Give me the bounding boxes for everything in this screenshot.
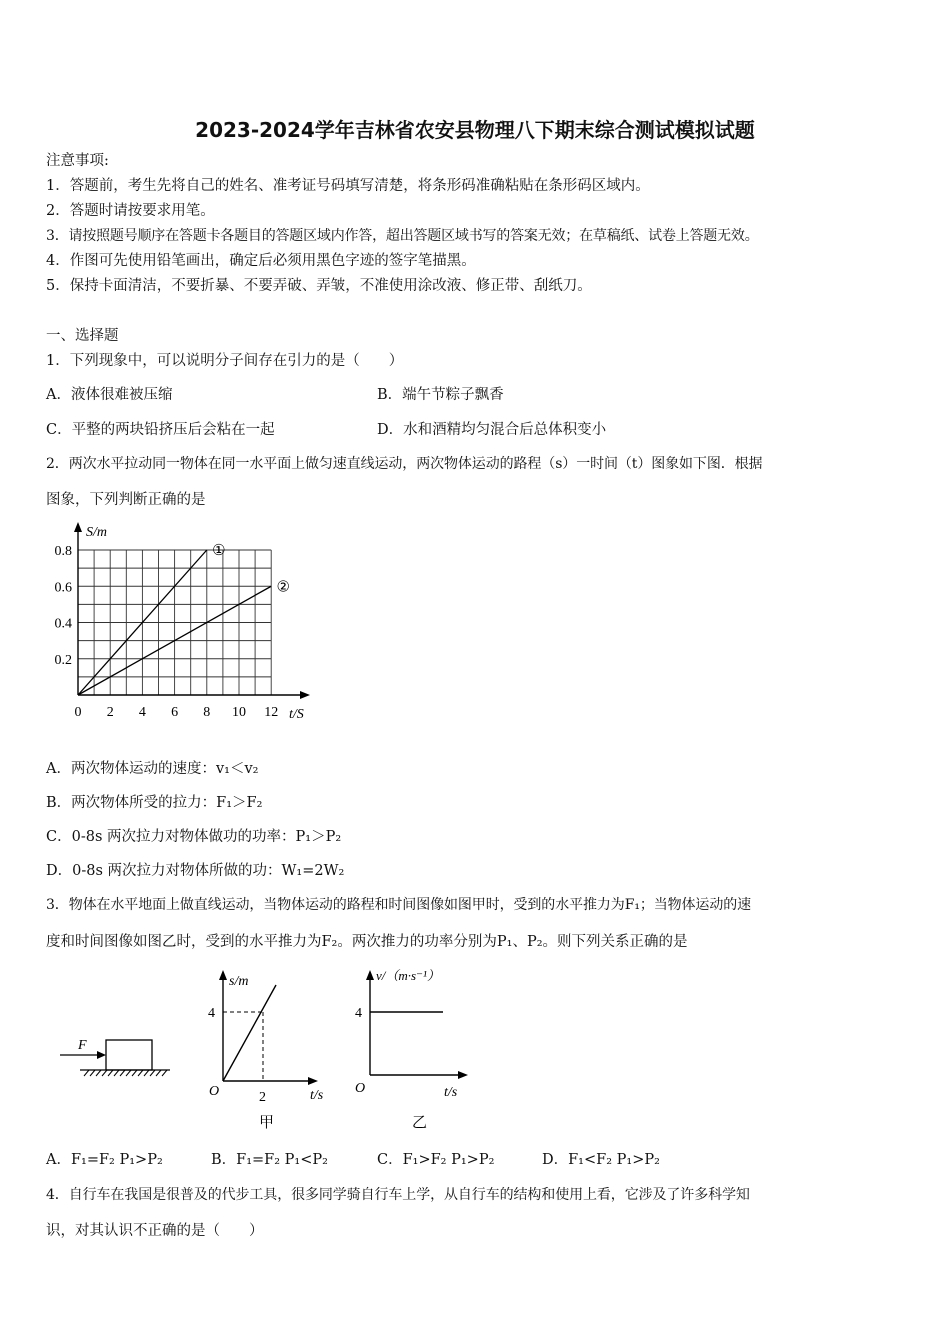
q4-stem-line1: 4．自行车在我国是很普及的代步工具，很多同学骑自行车上学，从自行车的结构和使用上看，它涉及了许多科学知 (46, 1187, 750, 1203)
section-heading: 一、选择题 (46, 328, 119, 344)
jia-x-tick: 2 (259, 1090, 266, 1105)
x-tick-label: 4 (138, 705, 146, 720)
q1-option-d: D．水和酒精均匀混合后总体积变小 (377, 422, 607, 438)
x-tick-label: 2 (106, 705, 114, 720)
q1-option-a: A．液体很难被压缩 (46, 387, 173, 403)
y-tick-label: 0.6 (54, 580, 72, 596)
yi-origin: O (355, 1081, 366, 1096)
q3-option-c: C．F₁>F₂ P₁>P₂ (377, 1152, 495, 1168)
x-tick-label: 8 (203, 705, 211, 720)
force-label: F (78, 1038, 87, 1053)
q3-option-d: D．F₁<F₂ P₁>P₂ (542, 1152, 660, 1168)
page-title: 2023-2024学年吉林省农安县物理八下期末综合测试模拟试题 (195, 118, 755, 142)
x-tick-label: 0 (74, 705, 82, 720)
yi-x-arrow (458, 1071, 468, 1079)
x-tick-label: 6 (171, 705, 179, 720)
yi-caption: 乙 (412, 1115, 428, 1131)
q3-option-b: B．F₁=F₂ P₁<P₂ (211, 1152, 328, 1168)
x-axis-label: t/S (289, 707, 304, 722)
chart-grid (78, 550, 271, 695)
jia-x-arrow (308, 1077, 318, 1085)
notice-item: 2．答题时请按要求用笔。 (46, 203, 215, 219)
y-axis-arrow (74, 522, 82, 532)
jia-caption: 甲 (259, 1115, 275, 1131)
q2-st-chart (40, 518, 330, 728)
series-label-2: ② (276, 579, 290, 596)
jia-origin: O (209, 1084, 220, 1099)
notice-item: 5．保持卡面清洁，不要折暴、不要弄破、弄皱，不准使用涂改液、修正带、刮纸刀。 (46, 278, 592, 294)
q2-stem-line2: 图象，下列判断正确的是 (46, 492, 206, 508)
x-tick-label: 10 (232, 705, 246, 720)
q1-option-c: C．平整的两块铅挤压后会粘在一起 (46, 422, 275, 438)
yi-vt-graph (350, 965, 490, 1135)
ground-hatch (84, 1070, 167, 1076)
force-block-figure (58, 1032, 178, 1082)
q3-stem-line2: 度和时间图像如图乙时，受到的水平推力为F₂。两次推力的功率分别为P₁、P₂。则下列关系正确的是 (46, 934, 688, 950)
q1-option-b: B．端午节粽子飘香 (377, 387, 504, 403)
jia-y-tick: 4 (208, 1006, 215, 1021)
notice-item: 4．作图可先使用铅笔画出，确定后必须用黑色字迹的签字笔描黑。 (46, 253, 476, 269)
y-tick-label: 0.4 (54, 616, 72, 632)
q2-option-b: B．两次物体所受的拉力：F₁＞F₂ (46, 795, 263, 811)
jia-line (223, 985, 276, 1081)
yi-y-label: v/（m·s⁻¹） (376, 968, 440, 983)
series-label-1: ① (212, 543, 226, 559)
notice-heading: 注意事项: (46, 153, 109, 169)
notice-item: 3．请按照题号顺序在答题卡各题目的答题区域内作答，超出答题区域书写的答案无效；在草稿纸、试卷上答题无效。 (46, 228, 759, 244)
q2-option-d: D．0-8s 两次拉力对物体所做的功：W₁=2W₂ (46, 863, 345, 879)
q3-option-a: A．F₁=F₂ P₁>P₂ (46, 1152, 163, 1168)
jia-x-label: t/s (310, 1088, 324, 1103)
yi-y-arrow (366, 970, 374, 980)
jia-y-arrow (219, 970, 227, 980)
x-tick-label: 12 (264, 705, 279, 720)
x-axis-arrow (300, 691, 310, 699)
q1-stem: 1．下列现象中，可以说明分子间存在引力的是（ ） (46, 353, 404, 369)
y-axis-label: S/m (86, 525, 107, 540)
y-tick-label: 0.8 (54, 544, 72, 559)
q4-stem-line2: 识，对其认识不正确的是（ ） (46, 1223, 264, 1239)
q2-option-a: A．两次物体运动的速度：v₁＜v₂ (46, 761, 259, 777)
notice-item: 1．答题前，考生先将自己的姓名、准考证号码填写清楚，将条形码准确粘贴在条形码区域内。 (46, 178, 650, 194)
q2-stem-line1: 2．两次水平拉动同一物体在同一水平面上做匀速直线运动，两次物体运动的路程（s）一时间（t）图象如下图．根据 (46, 456, 763, 472)
yi-y-tick: 4 (355, 1006, 362, 1021)
q2-option-c: C．0-8s 两次拉力对物体做功的功率：P₁＞P₂ (46, 829, 342, 845)
y-tick-label: 0.2 (54, 652, 72, 668)
force-arrowhead (97, 1051, 106, 1059)
block (106, 1040, 152, 1070)
jia-y-label: s/m (229, 974, 249, 989)
q3-stem-line1: 3．物体在水平地面上做直线运动，当物体运动的路程和时间图像如图甲时，受到的水平推力为F₁；当物体运动的速 (46, 897, 752, 913)
yi-x-label: t/s (444, 1085, 458, 1100)
jia-st-graph (200, 965, 335, 1135)
